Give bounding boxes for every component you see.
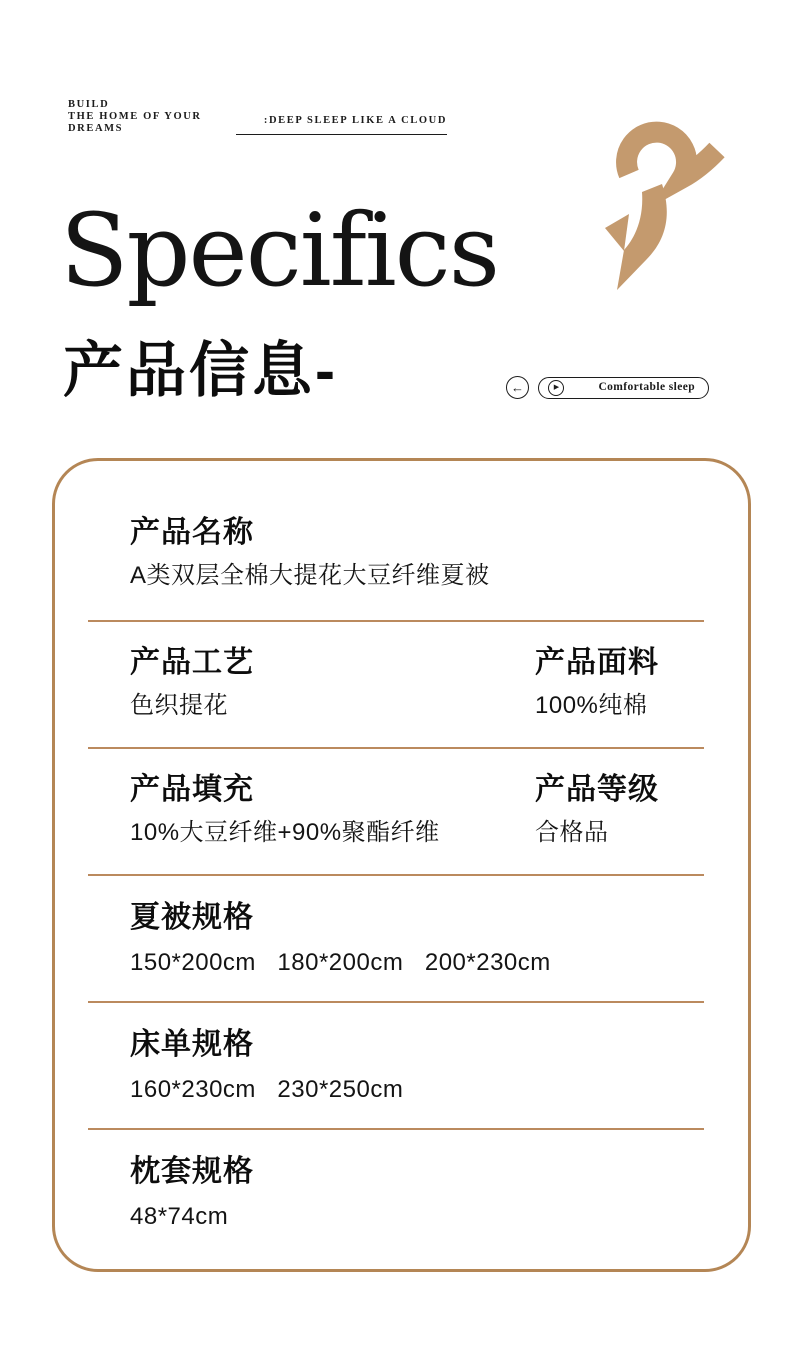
spec-label-pillowcase-size: 枕套规格 <box>130 1155 254 1188</box>
brand-line-2: THE HOME OF YOUR <box>68 111 202 122</box>
play-icon <box>548 380 564 396</box>
product-spec-card <box>52 458 751 1272</box>
spec-value-fabric: 100%纯棉 <box>535 692 648 719</box>
spec-value-sheet-size: 160*230cm 230*250cm <box>130 1076 404 1103</box>
pill-label: Comfortable sleep <box>598 381 695 393</box>
brand-swirl-arrow-icon <box>598 100 730 296</box>
spec-value-grade: 合格品 <box>535 819 609 846</box>
spec-label-filling: 产品填充 <box>130 773 254 806</box>
spec-value-craft: 色织提花 <box>130 692 228 719</box>
divider <box>88 1001 704 1003</box>
spec-label-quilt-size: 夏被规格 <box>130 901 254 934</box>
spec-value-quilt-size: 150*200cm 180*200cm 200*230cm <box>130 949 551 976</box>
divider <box>88 1128 704 1130</box>
spec-label-craft: 产品工艺 <box>130 646 254 679</box>
spec-label-product-name: 产品名称 <box>130 516 254 549</box>
comfortable-sleep-pill[interactable] <box>538 377 709 399</box>
page-title-english: Specifics <box>60 192 499 309</box>
spec-value-filling: 10%大豆纤维+90%聚酯纤维 <box>130 819 440 846</box>
back-button[interactable] <box>506 376 529 399</box>
page-title-chinese: 产品信息- <box>63 337 338 404</box>
divider <box>88 747 704 749</box>
brand-line-1: BUILD <box>68 99 110 110</box>
spec-label-grade: 产品等级 <box>535 773 659 806</box>
spec-value-product-name: A类双层全棉大提花大豆纤维夏被 <box>130 562 490 589</box>
left-arrow-icon: ← <box>511 380 524 395</box>
spec-value-pillowcase-size: 48*74cm <box>130 1203 229 1230</box>
play-glyph: ▶ <box>553 384 560 392</box>
brand-line-3: DREAMS <box>68 123 124 134</box>
tagline-rule <box>236 110 447 135</box>
spec-label-fabric: 产品面料 <box>535 646 659 679</box>
brand-text <box>68 99 202 135</box>
tagline-text: :DEEP SLEEP LIKE A CLOUD <box>263 115 447 126</box>
divider <box>88 620 704 622</box>
spec-label-sheet-size: 床单规格 <box>130 1028 254 1061</box>
divider <box>88 874 704 876</box>
